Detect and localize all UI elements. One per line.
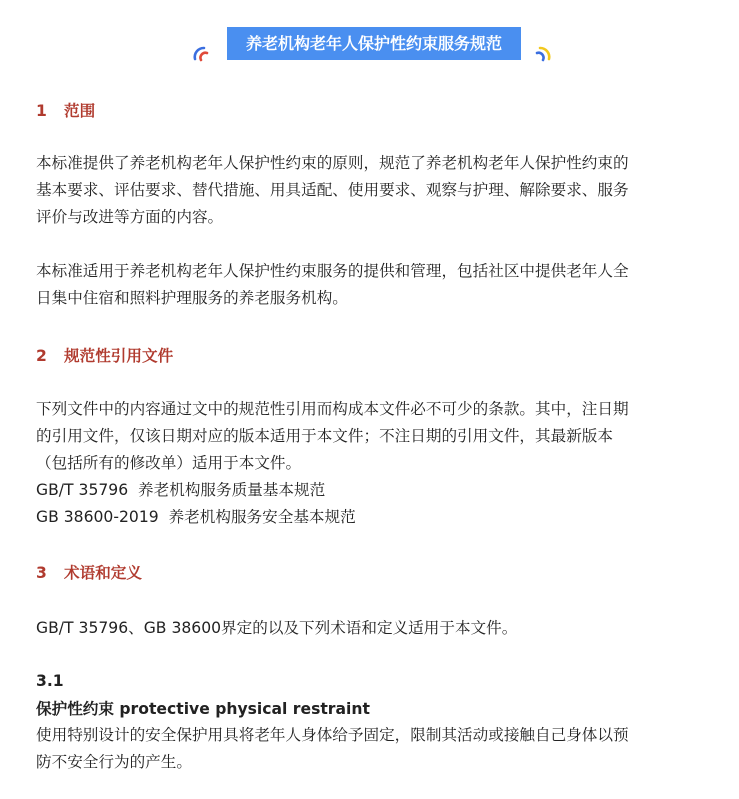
terms-paragraph: GB/T 35796、GB 38600界定的以及下列术语和定义适用于本文件。 [36,619,518,637]
section-heading-terms: 3 术语和定义 [36,564,142,582]
scope-paragraph-2: 本标准适用于养老机构老年人保护性约束服务的提供和管理，包括社区中提供老年人全 日集中住宿和照料护理服务的养老服务机构。 [36,262,629,307]
right-arc-decoration-icon [530,43,552,63]
subsection-number: 3.1 [36,672,64,690]
term-title: 保护性约束 protective physical restraint [36,700,370,718]
normative-references-paragraph: 下列文件中的内容通过文中的规范性引用而构成本文件必不可少的条款。其中，注日期 的引用文件，仅该日期对应的版本适用于本文件；不注日期的引用文件，其最新版本 （包括所有的修改单）适用于本文件。 GB/T 35796 养老机构服务质量基本规范 GB 38600-2019 养老机构服务安全基本规范 [36,396,716,531]
reference-item: GB/T 35796 养老机构服务质量基本规范 [36,481,326,499]
section-heading-normative-references: 2 规范性引用文件 [36,347,174,365]
term-definition: 使用特别设计的安全保护用具将老年人身体给予固定，限制其活动或接触自己身体以预 防不安全行为的产生。 [36,726,629,771]
title-banner [0,25,739,65]
section-heading-scope: 1 范围 [36,102,96,120]
reference-item: GB 38600-2019 养老机构服务安全基本规范 [36,508,356,526]
page-title: 养老机构老年人保护性约束服务规范 [227,27,521,60]
left-arc-decoration-icon [192,43,214,63]
scope-paragraph-1: 本标准提供了养老机构老年人保护性约束的原则，规范了养老机构老年人保护性约束的 基本要求、评估要求、替代措施、用具适配、使用要求、观察与护理、解除要求、服务 评价与改进等方面的内容。 [36,154,629,226]
